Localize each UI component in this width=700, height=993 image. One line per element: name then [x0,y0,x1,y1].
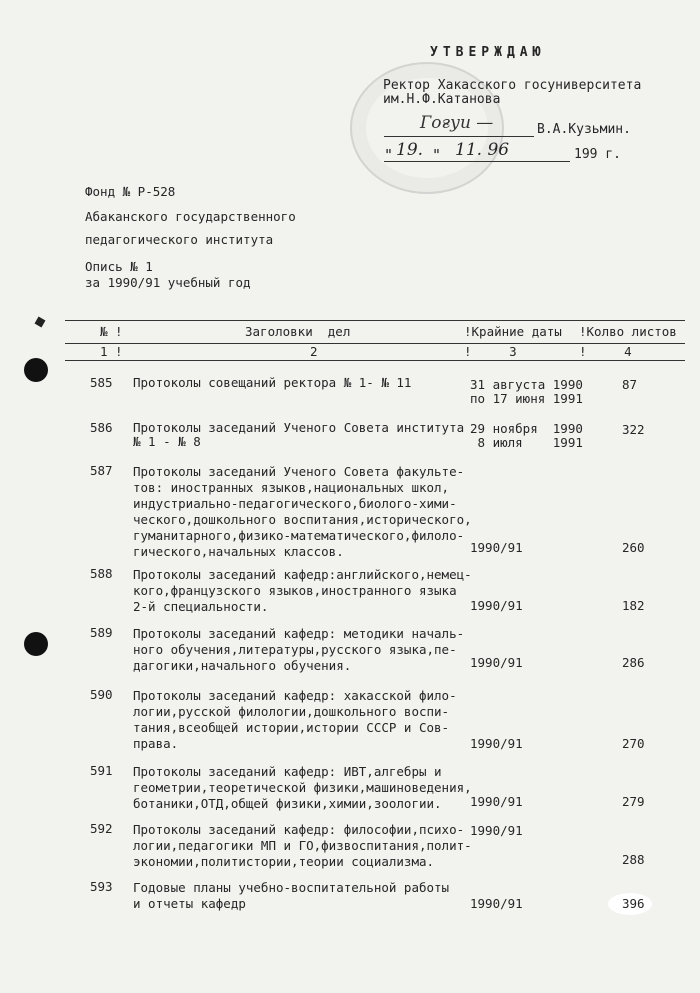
row-title: Протоколы заседаний кафедр: хакасской фило- логии,русской филологии,дошкольного воспи- тания,всеобщей истории,истории СССР и Сов- права. [133,688,457,751]
inventory-number: Опись № 1 [85,259,153,274]
row-title: Протоколы совещаний ректора № 1- № 11 [133,375,412,390]
row-dates: 1990/91 [470,540,523,555]
row-number: 593 [90,879,113,894]
header-dates: !Крайние даты [464,324,562,339]
date-quote-close: " [432,146,442,164]
approval-date-day: 19. [396,140,424,160]
date-line [384,161,570,162]
row-title: Протоколы заседаний Ученого Совета института № 1 - № 8 [133,420,465,449]
row-dates: 29 ноября 1990 8 июля 1991 [470,421,583,450]
row-dates: 31 августа 1990 по 17 июня 1991 [470,377,583,406]
margin-mark-icon [35,317,46,328]
row-dates: 1990/91 [470,823,523,838]
row-number: 586 [90,420,113,435]
fund-org-line1: Абаканского государственного [85,209,296,224]
column-number-4: ! 4 [579,344,632,359]
row-title: Протоколы заседаний кафедр: философии,психо- логии,педагогики МП и ГО,физвоспитания,полит- экономии,политистории,теории социализма. [133,822,472,869]
signatory-name: В.А.Кузьмин. [537,122,631,137]
row-dates: 1990/91 [470,655,523,670]
row-number: 590 [90,687,113,702]
column-number-2: 2 [310,344,318,359]
date-quote-open: " [384,146,394,164]
row-sheet-count: 288 [622,852,645,867]
row-number: 591 [90,763,113,778]
punch-hole-icon [24,632,48,656]
header-sheet-count: !Колво листов [579,324,677,339]
column-number-3: ! 3 [464,344,517,359]
row-dates: 1990/91 [470,736,523,751]
row-title: Протоколы заседаний кафедр:английского,немец- кого,французского языков,иностранного языка 2-й специальности. [133,567,472,614]
row-title: Протоколы заседаний кафедр: ИВТ,алгебры и геометрии,теоретической физики,машиноведения, ботаники,ОТД,общей физики,химии,зоологии. [133,764,472,811]
row-sheet-count: 396 [622,896,645,911]
approval-date-month: 11. 96 [455,140,510,160]
row-dates: 1990/91 [470,896,523,911]
approval-heading: УТВЕРЖДАЮ [430,45,546,60]
inventory-period: за 1990/91 учебный год [85,275,251,290]
approval-date-year: 199 г. [574,147,621,162]
row-title: Годовые планы учебно-воспитательной работы и отчеты кафедр [133,880,450,911]
row-number: 588 [90,566,113,581]
fund-number: Фонд № Р-528 [85,184,176,199]
approval-university-line: им.Н.Ф.Катанова [383,92,501,107]
row-title: Протоколы заседаний кафедр: методики началь- ного обучения,литературы,русского языка,пе- дагогики,начального обучения. [133,626,465,673]
table-top-rule [65,320,685,321]
row-sheet-count: 270 [622,736,645,751]
approval-rector-line: Ректор Хакасского госуниверситета [383,78,642,93]
row-number: 585 [90,375,113,390]
row-sheet-count: 286 [622,655,645,670]
row-sheet-count: 260 [622,540,645,555]
row-dates: 1990/91 [470,598,523,613]
handwritten-signature: Гоғуи — [420,113,494,133]
column-number-1: 1 ! [100,344,123,359]
table-columns-rule [65,360,685,361]
header-number: № ! [100,324,123,339]
fund-org-line2: педагогического института [85,232,274,247]
signature-line [384,136,534,137]
row-sheet-count: 322 [622,422,645,437]
row-number: 589 [90,625,113,640]
row-dates: 1990/91 [470,794,523,809]
punch-hole-icon [24,358,48,382]
row-sheet-count: 182 [622,598,645,613]
row-number: 587 [90,463,113,478]
row-sheet-count: 279 [622,794,645,809]
row-title: Протоколы заседаний Ученого Совета факульте- тов: иностранных языков,национальных школ, индустриально-педагогического,биолого-хими- ческого,дошкольного воспитания,исторического, гуманитарного,физико-математического,филоло- гического,начальных классов. [133,464,472,559]
row-number: 592 [90,821,113,836]
row-sheet-count: 87 [622,377,638,392]
header-titles: Заголовки дел [245,324,351,339]
